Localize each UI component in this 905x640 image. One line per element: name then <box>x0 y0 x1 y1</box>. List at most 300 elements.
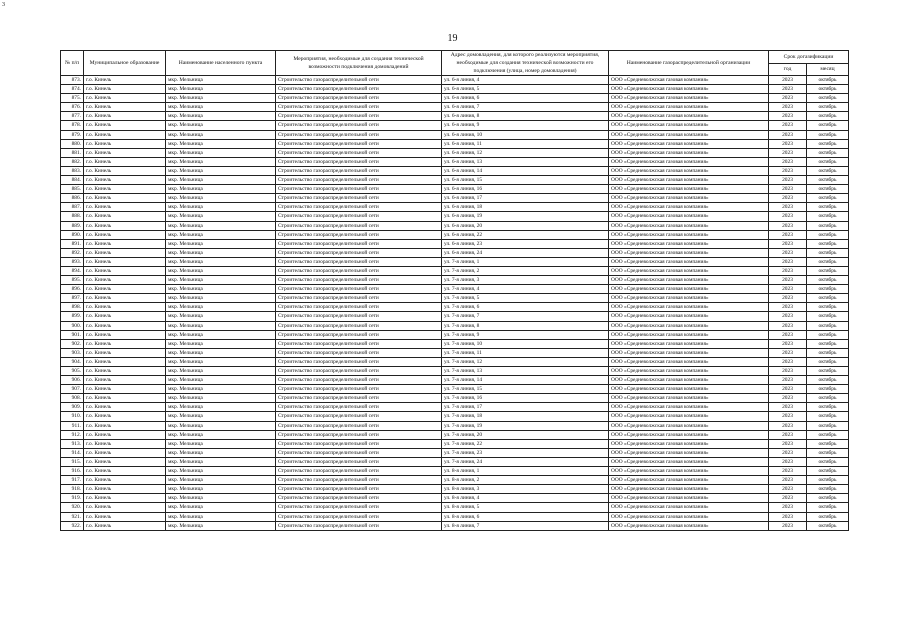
row-address: ул. 7-я линия, 6 <box>442 303 609 312</box>
row-settlement: мкр. Мельница <box>166 85 276 94</box>
row-organization: ООО «Средневолжская газовая компания» <box>609 103 769 112</box>
row-organization: ООО «Средневолжская газовая компания» <box>609 266 769 275</box>
row-municipality: г.о. Кинель <box>84 285 166 294</box>
row-number: 907. <box>61 385 84 394</box>
row-address: ул. 7-я линия, 2 <box>442 266 609 275</box>
table-row <box>61 76 849 85</box>
table-row <box>61 176 849 185</box>
row-organization: ООО «Средневолжская газовая компания» <box>609 121 769 130</box>
row-address: ул. 7-я линия, 1 <box>442 257 609 266</box>
row-municipality: г.о. Кинель <box>84 494 166 503</box>
row-year: 2023 <box>769 330 807 339</box>
table-row <box>61 94 849 103</box>
row-measures: Строительство газораспределительной сети <box>276 357 442 366</box>
row-month: октябрь <box>807 294 849 303</box>
row-organization: ООО «Средневолжская газовая компания» <box>609 212 769 221</box>
row-year: 2023 <box>769 121 807 130</box>
header-measures: Мероприятия, необходимые для создания технической возможности подключения домовладений <box>276 51 442 76</box>
row-address: ул. 6-я линия, 12 <box>442 148 609 157</box>
row-number: 921. <box>61 512 84 521</box>
row-settlement: мкр. Мельница <box>166 221 276 230</box>
row-settlement: мкр. Мельница <box>166 121 276 130</box>
row-settlement: мкр. Мельница <box>166 194 276 203</box>
row-settlement: мкр. Мельница <box>166 239 276 248</box>
row-measures: Строительство газораспределительной сети <box>276 94 442 103</box>
row-number: 874. <box>61 85 84 94</box>
row-measures: Строительство газораспределительной сети <box>276 521 442 530</box>
row-organization: ООО «Средневолжская газовая компания» <box>609 257 769 266</box>
table-row <box>61 203 849 212</box>
row-organization: ООО «Средневолжская газовая компания» <box>609 503 769 512</box>
row-measures: Строительство газораспределительной сети <box>276 248 442 257</box>
row-number: 876. <box>61 103 84 112</box>
row-address: ул. 8-я линия, 1 <box>442 467 609 476</box>
row-number: 880. <box>61 139 84 148</box>
row-number: 873. <box>61 76 84 85</box>
table-row <box>61 312 849 321</box>
row-month: октябрь <box>807 312 849 321</box>
row-month: октябрь <box>807 348 849 357</box>
row-month: октябрь <box>807 394 849 403</box>
row-month: октябрь <box>807 112 849 121</box>
table-row <box>61 430 849 439</box>
row-municipality: г.о. Кинель <box>84 248 166 257</box>
row-municipality: г.о. Кинель <box>84 448 166 457</box>
row-year: 2023 <box>769 185 807 194</box>
row-municipality: г.о. Кинель <box>84 467 166 476</box>
row-year: 2023 <box>769 467 807 476</box>
row-measures: Строительство газораспределительной сети <box>276 276 442 285</box>
row-organization: ООО «Средневолжская газовая компания» <box>609 139 769 148</box>
row-settlement: мкр. Мельница <box>166 276 276 285</box>
row-month: октябрь <box>807 212 849 221</box>
row-measures: Строительство газораспределительной сети <box>276 194 442 203</box>
row-year: 2023 <box>769 476 807 485</box>
row-municipality: г.о. Кинель <box>84 394 166 403</box>
row-measures: Строительство газораспределительной сети <box>276 376 442 385</box>
row-organization: ООО «Средневолжская газовая компания» <box>609 421 769 430</box>
row-number: 883. <box>61 166 84 175</box>
row-municipality: г.о. Кинель <box>84 157 166 166</box>
row-number: 877. <box>61 112 84 121</box>
table-row <box>61 239 849 248</box>
row-number: 917. <box>61 476 84 485</box>
header-settlement: Наименование населенного пункта <box>166 51 276 76</box>
table-row <box>61 248 849 257</box>
row-measures: Строительство газораспределительной сети <box>276 112 442 121</box>
row-month: октябрь <box>807 285 849 294</box>
row-year: 2023 <box>769 239 807 248</box>
row-organization: ООО «Средневолжская газовая компания» <box>609 166 769 175</box>
row-measures: Строительство газораспределительной сети <box>276 185 442 194</box>
row-number: 893. <box>61 257 84 266</box>
table-row <box>61 521 849 530</box>
row-measures: Строительство газораспределительной сети <box>276 257 442 266</box>
table-row <box>61 494 849 503</box>
row-settlement: мкр. Мельница <box>166 448 276 457</box>
row-municipality: г.о. Кинель <box>84 294 166 303</box>
row-number: 912. <box>61 430 84 439</box>
row-address: ул. 7-я линия, 16 <box>442 394 609 403</box>
row-year: 2023 <box>769 412 807 421</box>
row-organization: ООО «Средневолжская газовая компания» <box>609 439 769 448</box>
row-number: 881. <box>61 148 84 157</box>
row-settlement: мкр. Мельница <box>166 312 276 321</box>
row-settlement: мкр. Мельница <box>166 494 276 503</box>
row-measures: Строительство газораспределительной сети <box>276 148 442 157</box>
row-settlement: мкр. Мельница <box>166 112 276 121</box>
row-municipality: г.о. Кинель <box>84 266 166 275</box>
row-month: октябрь <box>807 303 849 312</box>
row-measures: Строительство газораспределительной сети <box>276 312 442 321</box>
row-settlement: мкр. Мельница <box>166 412 276 421</box>
row-month: октябрь <box>807 330 849 339</box>
row-measures: Строительство газораспределительной сети <box>276 467 442 476</box>
row-municipality: г.о. Кинель <box>84 121 166 130</box>
row-measures: Строительство газораспределительной сети <box>276 103 442 112</box>
row-year: 2023 <box>769 212 807 221</box>
row-address: ул. 6-я линия, 4 <box>442 76 609 85</box>
row-year: 2023 <box>769 203 807 212</box>
row-month: октябрь <box>807 467 849 476</box>
row-measures: Строительство газораспределительной сети <box>276 294 442 303</box>
row-number: 900. <box>61 321 84 330</box>
row-measures: Строительство газораспределительной сети <box>276 221 442 230</box>
page-number: 19 <box>447 33 458 44</box>
table-row <box>61 194 849 203</box>
gasification-table <box>60 50 849 531</box>
row-number: 913. <box>61 439 84 448</box>
row-address: ул. 8-я линия, 3 <box>442 485 609 494</box>
row-measures: Строительство газораспределительной сети <box>276 203 442 212</box>
row-municipality: г.о. Кинель <box>84 185 166 194</box>
row-month: октябрь <box>807 503 849 512</box>
row-organization: ООО «Средневолжская газовая компания» <box>609 385 769 394</box>
row-organization: ООО «Средневолжская газовая компания» <box>609 294 769 303</box>
row-settlement: мкр. Мельница <box>166 357 276 366</box>
row-organization: ООО «Средневолжская газовая компания» <box>609 485 769 494</box>
row-address: ул. 8-я линия, 7 <box>442 521 609 530</box>
row-organization: ООО «Средневолжская газовая компания» <box>609 239 769 248</box>
row-organization: ООО «Средневолжская газовая компания» <box>609 94 769 103</box>
row-address: ул. 6-я линия, 11 <box>442 139 609 148</box>
row-measures: Строительство газораспределительной сети <box>276 266 442 275</box>
row-settlement: мкр. Мельница <box>166 176 276 185</box>
row-municipality: г.о. Кинель <box>84 203 166 212</box>
row-year: 2023 <box>769 166 807 175</box>
row-month: октябрь <box>807 385 849 394</box>
row-measures: Строительство газораспределительной сети <box>276 330 442 339</box>
row-municipality: г.о. Кинель <box>84 403 166 412</box>
row-organization: ООО «Средневолжская газовая компания» <box>609 130 769 139</box>
row-settlement: мкр. Мельница <box>166 94 276 103</box>
row-year: 2023 <box>769 512 807 521</box>
row-address: ул. 7-я линия, 24 <box>442 457 609 466</box>
row-municipality: г.о. Кинель <box>84 512 166 521</box>
row-settlement: мкр. Мельница <box>166 248 276 257</box>
row-number: 888. <box>61 212 84 221</box>
row-number: 920. <box>61 503 84 512</box>
row-address: ул. 7-я линия, 20 <box>442 430 609 439</box>
row-settlement: мкр. Мельница <box>166 321 276 330</box>
row-measures: Строительство газораспределительной сети <box>276 176 442 185</box>
table-row <box>61 212 849 221</box>
row-number: 890. <box>61 230 84 239</box>
table-row <box>61 376 849 385</box>
row-address: ул. 6-я линия, 16 <box>442 185 609 194</box>
row-number: 892. <box>61 248 84 257</box>
row-number: 914. <box>61 448 84 457</box>
row-address: ул. 8-я линия, 6 <box>442 512 609 521</box>
row-month: октябрь <box>807 494 849 503</box>
row-month: октябрь <box>807 94 849 103</box>
row-municipality: г.о. Кинель <box>84 330 166 339</box>
row-year: 2023 <box>769 148 807 157</box>
row-organization: ООО «Средневолжская газовая компания» <box>609 285 769 294</box>
row-number: 915. <box>61 457 84 466</box>
table-row <box>61 348 849 357</box>
row-settlement: мкр. Мельница <box>166 503 276 512</box>
header-organization: Наименование газораспределительной организации <box>609 51 769 76</box>
row-number: 889. <box>61 221 84 230</box>
row-organization: ООО «Средневолжская газовая компания» <box>609 357 769 366</box>
row-number: 884. <box>61 176 84 185</box>
row-month: октябрь <box>807 76 849 85</box>
header-municipality: Муниципальное образование <box>84 51 166 76</box>
row-municipality: г.о. Кинель <box>84 376 166 385</box>
row-address: ул. 6-я линия, 5 <box>442 85 609 94</box>
row-settlement: мкр. Мельница <box>166 266 276 275</box>
row-organization: ООО «Средневолжская газовая компания» <box>609 148 769 157</box>
row-year: 2023 <box>769 376 807 385</box>
row-organization: ООО «Средневолжская газовая компания» <box>609 448 769 457</box>
table-row <box>61 303 849 312</box>
row-organization: ООО «Средневолжская газовая компания» <box>609 457 769 466</box>
row-organization: ООО «Средневолжская газовая компания» <box>609 312 769 321</box>
table-row <box>61 185 849 194</box>
row-municipality: г.о. Кинель <box>84 357 166 366</box>
row-measures: Строительство газораспределительной сети <box>276 130 442 139</box>
row-measures: Строительство газораспределительной сети <box>276 476 442 485</box>
row-number: 918. <box>61 485 84 494</box>
row-settlement: мкр. Мельница <box>166 166 276 175</box>
row-month: октябрь <box>807 367 849 376</box>
row-year: 2023 <box>769 248 807 257</box>
header-address: Адрес домовладения, для которого реализуются мероприятия, необходимые для создания технической возможности его подключения (улица, номер домовладения) <box>442 51 609 76</box>
row-organization: ООО «Средневолжская газовая компания» <box>609 176 769 185</box>
row-municipality: г.о. Кинель <box>84 148 166 157</box>
row-month: октябрь <box>807 448 849 457</box>
row-address: ул. 6-я линия, 8 <box>442 112 609 121</box>
row-settlement: мкр. Мельница <box>166 439 276 448</box>
row-municipality: г.о. Кинель <box>84 348 166 357</box>
row-settlement: мкр. Мельница <box>166 148 276 157</box>
row-settlement: мкр. Мельница <box>166 157 276 166</box>
table-row <box>61 385 849 394</box>
row-municipality: г.о. Кинель <box>84 521 166 530</box>
row-month: октябрь <box>807 230 849 239</box>
row-settlement: мкр. Мельница <box>166 203 276 212</box>
table-row <box>61 294 849 303</box>
row-organization: ООО «Средневолжская газовая компания» <box>609 412 769 421</box>
row-organization: ООО «Средневолжская газовая компания» <box>609 112 769 121</box>
row-year: 2023 <box>769 130 807 139</box>
row-measures: Строительство газораспределительной сети <box>276 385 442 394</box>
row-municipality: г.о. Кинель <box>84 412 166 421</box>
row-settlement: мкр. Мельница <box>166 139 276 148</box>
row-measures: Строительство газораспределительной сети <box>276 230 442 239</box>
row-settlement: мкр. Мельница <box>166 385 276 394</box>
row-address: ул. 7-я линия, 10 <box>442 339 609 348</box>
row-settlement: мкр. Мельница <box>166 230 276 239</box>
row-municipality: г.о. Кинель <box>84 339 166 348</box>
row-settlement: мкр. Мельница <box>166 285 276 294</box>
row-organization: ООО «Средневолжская газовая компания» <box>609 367 769 376</box>
row-measures: Строительство газораспределительной сети <box>276 503 442 512</box>
row-municipality: г.о. Кинель <box>84 112 166 121</box>
row-measures: Строительство газораспределительной сети <box>276 166 442 175</box>
row-month: октябрь <box>807 266 849 275</box>
row-organization: ООО «Средневолжская газовая компания» <box>609 348 769 357</box>
row-measures: Строительство газораспределительной сети <box>276 394 442 403</box>
row-year: 2023 <box>769 394 807 403</box>
table-row <box>61 85 849 94</box>
table-row <box>61 266 849 275</box>
row-month: октябрь <box>807 257 849 266</box>
row-address: ул. 8-я линия, 2 <box>442 476 609 485</box>
row-organization: ООО «Средневолжская газовая компания» <box>609 476 769 485</box>
row-address: ул. 7-я линия, 13 <box>442 367 609 376</box>
table-row <box>61 467 849 476</box>
row-number: 895. <box>61 276 84 285</box>
row-settlement: мкр. Мельница <box>166 294 276 303</box>
row-organization: ООО «Средневолжская газовая компания» <box>609 221 769 230</box>
row-settlement: мкр. Мельница <box>166 76 276 85</box>
row-address: ул. 6-я линия, 9 <box>442 121 609 130</box>
row-year: 2023 <box>769 139 807 148</box>
row-measures: Строительство газораспределительной сети <box>276 85 442 94</box>
row-year: 2023 <box>769 157 807 166</box>
row-municipality: г.о. Кинель <box>84 457 166 466</box>
row-month: октябрь <box>807 166 849 175</box>
table-row <box>61 285 849 294</box>
row-municipality: г.о. Кинель <box>84 312 166 321</box>
row-organization: ООО «Средневолжская газовая компания» <box>609 230 769 239</box>
row-year: 2023 <box>769 339 807 348</box>
row-month: октябрь <box>807 176 849 185</box>
table-row <box>61 257 849 266</box>
row-year: 2023 <box>769 103 807 112</box>
table-row <box>61 439 849 448</box>
row-year: 2023 <box>769 312 807 321</box>
row-measures: Строительство газораспределительной сети <box>276 439 442 448</box>
table-row <box>61 476 849 485</box>
row-month: октябрь <box>807 121 849 130</box>
table-row <box>61 394 849 403</box>
row-address: ул. 8-я линия, 4 <box>442 494 609 503</box>
row-year: 2023 <box>769 94 807 103</box>
row-settlement: мкр. Мельница <box>166 457 276 466</box>
row-organization: ООО «Средневолжская газовая компания» <box>609 467 769 476</box>
row-municipality: г.о. Кинель <box>84 321 166 330</box>
row-settlement: мкр. Мельница <box>166 130 276 139</box>
row-month: октябрь <box>807 357 849 366</box>
row-organization: ООО «Средневолжская газовая компания» <box>609 376 769 385</box>
row-year: 2023 <box>769 85 807 94</box>
row-measures: Строительство газораспределительной сети <box>276 339 442 348</box>
table-row <box>61 157 849 166</box>
row-municipality: г.о. Кинель <box>84 76 166 85</box>
header-num: № п/п <box>61 51 84 76</box>
table-row <box>61 339 849 348</box>
row-year: 2023 <box>769 503 807 512</box>
row-month: октябрь <box>807 521 849 530</box>
row-month: октябрь <box>807 430 849 439</box>
row-address: ул. 7-я линия, 9 <box>442 330 609 339</box>
row-measures: Строительство газораспределительной сети <box>276 303 442 312</box>
row-number: 896. <box>61 285 84 294</box>
header-year: год <box>769 63 807 76</box>
row-settlement: мкр. Мельница <box>166 303 276 312</box>
row-municipality: г.о. Кинель <box>84 130 166 139</box>
row-number: 901. <box>61 330 84 339</box>
row-address: ул. 6-я линия, 6 <box>442 94 609 103</box>
row-address: ул. 7-я линия, 17 <box>442 403 609 412</box>
row-number: 911. <box>61 421 84 430</box>
row-measures: Строительство газораспределительной сети <box>276 285 442 294</box>
row-measures: Строительство газораспределительной сети <box>276 412 442 421</box>
row-municipality: г.о. Кинель <box>84 239 166 248</box>
table-row <box>61 130 849 139</box>
row-settlement: мкр. Мельница <box>166 476 276 485</box>
row-year: 2023 <box>769 494 807 503</box>
row-municipality: г.о. Кинель <box>84 257 166 266</box>
row-organization: ООО «Средневолжская газовая компания» <box>609 85 769 94</box>
row-year: 2023 <box>769 521 807 530</box>
row-year: 2023 <box>769 448 807 457</box>
row-settlement: мкр. Мельница <box>166 430 276 439</box>
row-year: 2023 <box>769 303 807 312</box>
row-municipality: г.о. Кинель <box>84 194 166 203</box>
row-settlement: мкр. Мельница <box>166 512 276 521</box>
row-address: ул. 6-я линия, 10 <box>442 130 609 139</box>
row-address: ул. 6-я линия, 15 <box>442 176 609 185</box>
table-row <box>61 121 849 130</box>
row-settlement: мкр. Мельница <box>166 103 276 112</box>
row-number: 904. <box>61 357 84 366</box>
row-month: октябрь <box>807 194 849 203</box>
row-number: 899. <box>61 312 84 321</box>
row-month: октябрь <box>807 512 849 521</box>
row-year: 2023 <box>769 485 807 494</box>
row-municipality: г.о. Кинель <box>84 430 166 439</box>
row-municipality: г.о. Кинель <box>84 103 166 112</box>
table-row <box>61 139 849 148</box>
row-year: 2023 <box>769 266 807 275</box>
row-measures: Строительство газораспределительной сети <box>276 421 442 430</box>
row-settlement: мкр. Мельница <box>166 348 276 357</box>
row-settlement: мкр. Мельница <box>166 394 276 403</box>
row-measures: Строительство газораспределительной сети <box>276 457 442 466</box>
row-number: 886. <box>61 194 84 203</box>
row-year: 2023 <box>769 357 807 366</box>
row-municipality: г.о. Кинель <box>84 139 166 148</box>
row-year: 2023 <box>769 439 807 448</box>
row-year: 2023 <box>769 230 807 239</box>
row-measures: Строительство газораспределительной сети <box>276 76 442 85</box>
table-row <box>61 357 849 366</box>
row-measures: Строительство газораспределительной сети <box>276 448 442 457</box>
